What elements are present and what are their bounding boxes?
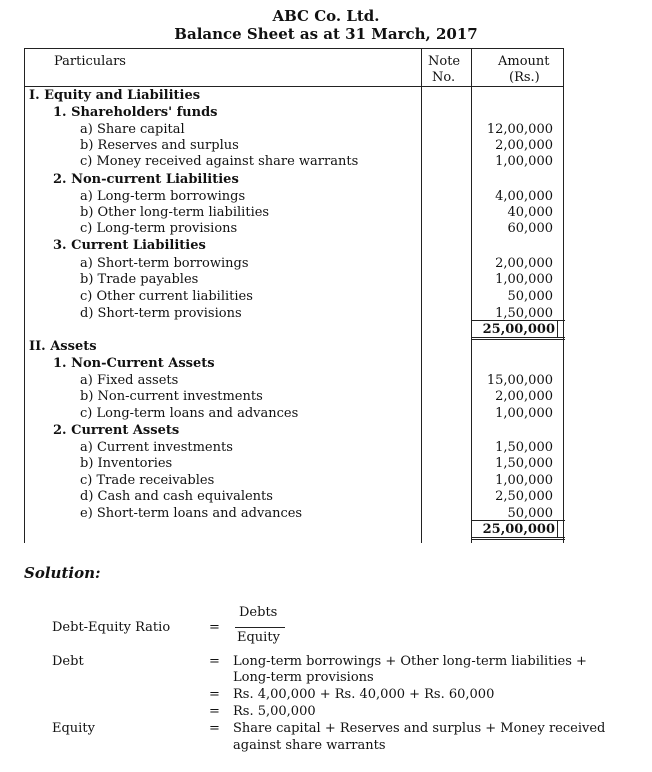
line-item-amount: 12,00,000 [486,122,553,137]
line-item-label: b) Inventories [80,456,173,471]
equals-sign: = [209,687,220,702]
debt-label: Debt [52,654,84,669]
subtotal-rule [471,520,565,521]
ratio-numerator: Debts [239,605,278,620]
total-assets: 25,00,000 [482,522,555,537]
line-item-label: b) Other long-term liabilities [80,205,270,220]
line-item-amount: 2,50,000 [495,489,553,504]
debt-calculation: Rs. 4,00,000 + Rs. 40,000 + Rs. 60,000 [233,687,495,702]
group-current-assets: 2. Current Assets [53,423,180,438]
column-divider-amount [471,49,472,543]
line-item-label: a) Long-term borrowings [80,189,246,204]
line-item-amount: 1,00,000 [495,154,553,169]
line-item-amount: 4,00,000 [495,189,553,204]
line-item-label: a) Short-term borrowings [80,256,249,271]
group-noncurrent-liabilities: 2. Non-current Liabilities [53,172,239,187]
line-item-label: c) Other current liabilities [80,289,253,304]
header-amount-1: Amount [498,54,550,69]
group-shareholders-funds: 1. Shareholders' funds [53,105,218,120]
line-item-label: a) Fixed assets [80,373,179,388]
line-item-label: c) Trade receivables [80,473,215,488]
total-box-left [471,320,472,338]
balance-sheet-title: Balance Sheet as at 31 March, 2017 [174,25,478,43]
section-equity-liabilities: I. Equity and Liabilities [29,88,201,103]
header-divider [25,86,563,87]
line-item-amount: 40,000 [507,205,553,220]
equals-sign: = [209,654,220,669]
line-item-amount: 1,00,000 [495,406,553,421]
header-note-1: Note [428,54,461,69]
line-item-amount: 2,00,000 [495,256,553,271]
debt-formula-line1: Long-term borrowings + Other long-term liabilities + [233,654,587,669]
fraction-bar [235,627,285,628]
company-name: ABC Co. Ltd. [272,7,380,25]
equals-sign: = [209,704,220,719]
line-item-amount: 1,00,000 [495,272,553,287]
equity-formula-line2: against share warrants [233,738,386,753]
line-item-amount: 15,00,000 [486,373,553,388]
line-item-amount: 50,000 [507,506,553,521]
header-particulars: Particulars [54,54,126,69]
equity-formula-line1: Share capital + Reserves and surplus + Money received [233,721,606,736]
line-item-label: c) Money received against share warrants [80,154,359,169]
line-item-amount: 1,50,000 [495,306,553,321]
line-item-label: a) Current investments [80,440,233,455]
line-item-amount: 50,000 [507,289,553,304]
debt-formula-line2: Long-term provisions [233,670,374,685]
total-box-right [557,520,558,538]
balance-sheet-table [24,48,564,543]
line-item-label: c) Long-term loans and advances [80,406,299,421]
line-item-amount: 60,000 [507,221,553,236]
line-item-amount: 1,50,000 [495,440,553,455]
line-item-label: b) Non-current investments [80,389,263,404]
ratio-label: Debt-Equity Ratio [52,620,171,635]
section-assets: II. Assets [29,339,97,354]
line-item-label: b) Trade payables [80,272,199,287]
line-item-label: b) Reserves and surplus [80,138,239,153]
line-item-label: a) Share capital [80,122,185,137]
line-item-amount: 2,00,000 [495,389,553,404]
equals-sign: = [209,620,220,635]
total-double-rule [471,337,565,340]
subtotal-rule [471,320,565,321]
column-divider-note [421,49,422,543]
total-equity-liabilities: 25,00,000 [482,322,555,337]
ratio-denominator: Equity [237,630,280,645]
line-item-amount: 2,00,000 [495,138,553,153]
group-current-liabilities: 3. Current Liabilities [53,238,206,253]
line-item-label: d) Short-term provisions [80,306,242,321]
debt-result: Rs. 5,00,000 [233,704,316,719]
total-double-rule [471,537,565,540]
total-box-right [557,320,558,338]
equity-label: Equity [52,721,95,736]
group-noncurrent-assets: 1. Non-Current Assets [53,356,215,371]
equals-sign: = [209,721,220,736]
line-item-amount: 1,50,000 [495,456,553,471]
line-item-label: c) Long-term provisions [80,221,238,236]
line-item-label: e) Short-term loans and advances [80,506,303,521]
line-item-label: d) Cash and cash equivalents [80,489,273,504]
header-amount-2: (Rs.) [509,70,540,85]
line-item-amount: 1,00,000 [495,473,553,488]
solution-heading: Solution: [24,564,101,582]
header-note-2: No. [432,70,456,85]
